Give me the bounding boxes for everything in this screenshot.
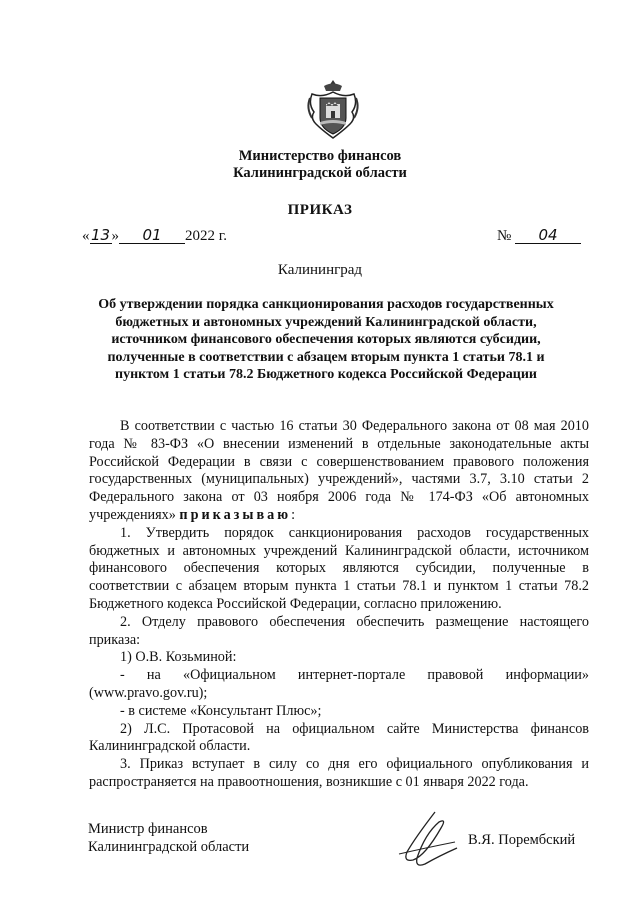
signatory-position bbox=[88, 820, 249, 856]
order-date bbox=[82, 228, 227, 245]
paragraph-2-item-2: 2) Л.С. Протасовой на официальном сайте Министерства финансов Калининградской области. bbox=[89, 720, 589, 755]
ministry-name: Министерство финансов bbox=[238, 148, 402, 164]
date-day: 13 bbox=[90, 226, 111, 244]
position-line: Калининградской области bbox=[88, 839, 250, 855]
subject-line: полученные в соответствии с абзацем вторым пункта 1 статьи 78.1 и bbox=[107, 349, 545, 365]
date-month: 01 bbox=[119, 228, 185, 244]
order-subject bbox=[86, 296, 566, 384]
subject-line: источником финансового обеспечения которых являются субсидии, bbox=[111, 332, 541, 347]
order-number bbox=[497, 228, 581, 245]
date-open-quote: « bbox=[82, 228, 90, 244]
date-close-quote: » bbox=[111, 228, 119, 244]
preamble-paragraph bbox=[89, 418, 589, 525]
paragraph-2-item-1a: - на «Официальном интернет-портале правовой информации» (www.pravo.gov.ru); bbox=[89, 667, 589, 701]
paragraph-2-item-1b: - в системе «Консультант Плюс»; bbox=[120, 702, 322, 719]
preamble-text: В соответствии с частью 16 статьи 30 Федерального закона от 08 мая 2010 года № 83-ФЗ «О внесении изменений в отдельные законодательные акты Российской Федерации в связи с совершенствованием правового положения государственных (муниципальных) учреждений», частями 3.7, 3.10 статьи 2 Федерального закона от 03 ноября 2006 года № 174-ФЗ «Об автономных учреждениях» bbox=[89, 418, 589, 523]
ministry-region: Калининградской области bbox=[233, 165, 407, 181]
coat-of-arms-emblem bbox=[304, 78, 362, 142]
subject-line: пунктом 1 статьи 78.2 Бюджетного кодекса Российской Федерации bbox=[115, 367, 537, 382]
document-type-title: ПРИКАЗ bbox=[287, 202, 353, 218]
subject-line: бюджетных и автономных учреждений Калининградской области, bbox=[115, 314, 537, 330]
paragraph-3: 3. Приказ вступает в силу со дня его официального опубликования и распространяется на правоотношения, возникшие с 01 января 2022 года. bbox=[89, 756, 589, 790]
number-value: 04 bbox=[515, 228, 581, 244]
signatory-name: В.Я. Порембский bbox=[468, 832, 576, 848]
date-year: 2022 г. bbox=[185, 228, 227, 244]
ministry-header bbox=[0, 148, 640, 182]
handwritten-signature bbox=[395, 808, 465, 872]
number-label: № bbox=[497, 228, 512, 244]
order-word: приказываю bbox=[179, 506, 292, 523]
city: Калининград bbox=[277, 262, 363, 278]
order-body bbox=[89, 418, 589, 792]
subject-line: Об утверждении порядка санкционирования расходов государственных bbox=[98, 297, 554, 312]
position-line: Министр финансов bbox=[88, 821, 208, 837]
paragraph-2-item-1: 1) О.В. Козьминой: bbox=[120, 649, 237, 666]
paragraph-2: 2. Отделу правового обеспечения обеспечить размещение настоящего приказа: bbox=[89, 613, 589, 648]
order-colon: : bbox=[291, 506, 296, 523]
paragraph-1: 1. Утвердить порядок санкционирования расходов государственных бюджетных и автономных учреждений Калининградской области, источником финансового обеспечения которых являются субсидии, полученные в соответствии с абзацем вторым пункта 1 статьи 78.1 и пунктом 1 статьи 78.2 Бюджетного кодекса Российской Федерации, согласно приложению. bbox=[89, 524, 589, 612]
